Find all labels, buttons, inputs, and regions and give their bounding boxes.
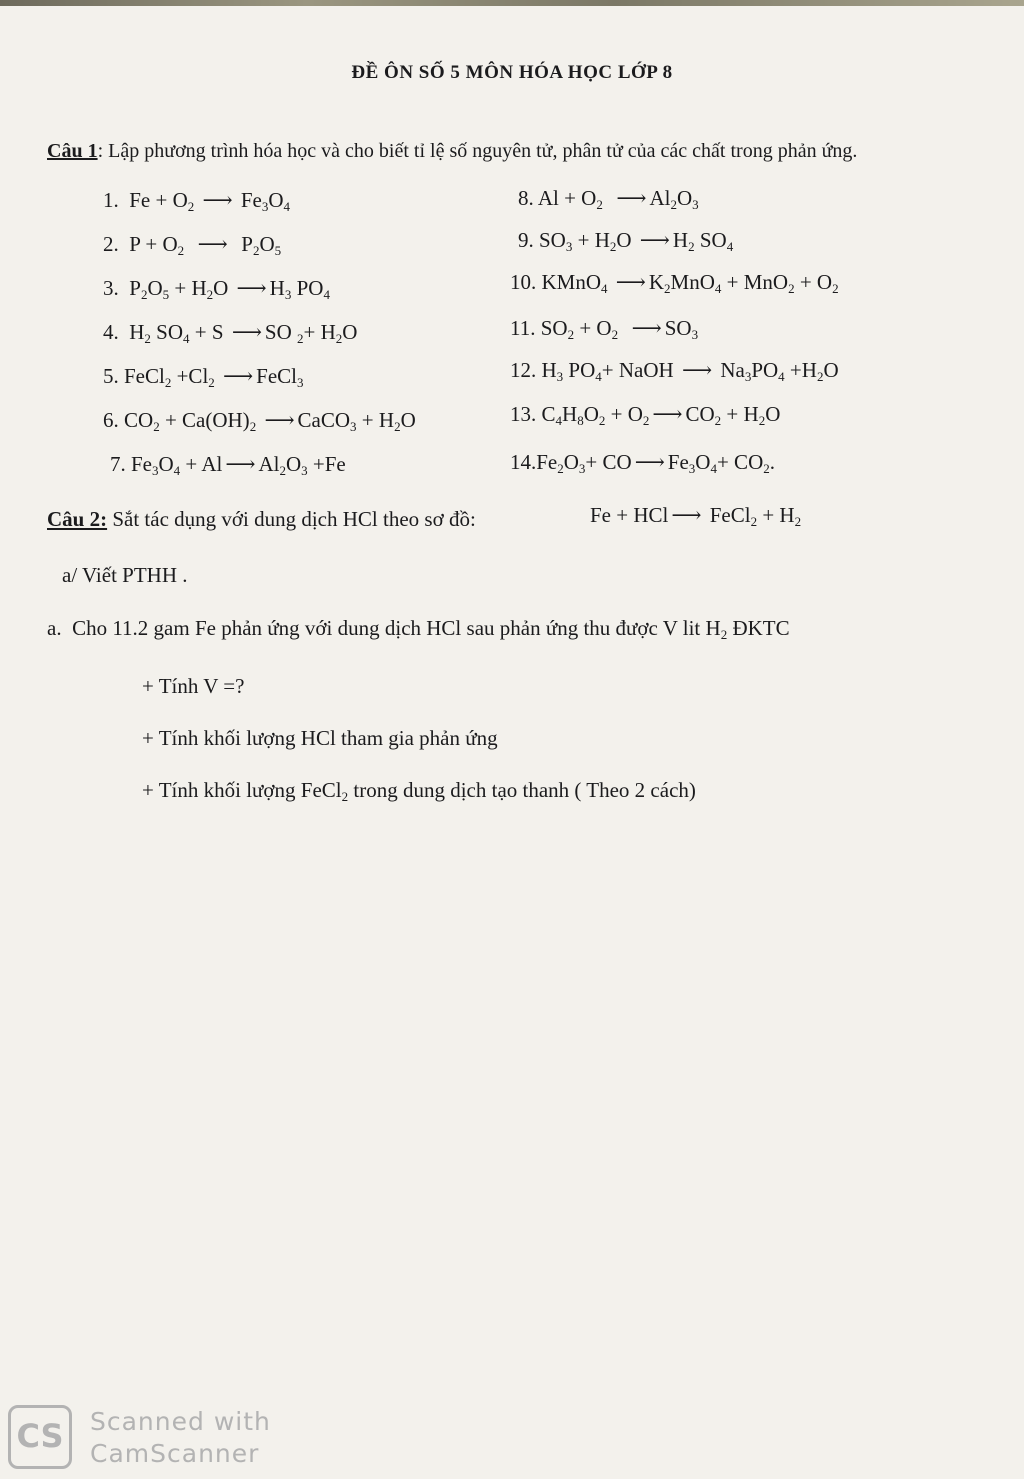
question-2-label: Câu 2: <box>47 507 108 531</box>
part-a-text-2: ĐKTC <box>727 616 790 640</box>
equation-11: 11. $SO_2 + O_2$ ⟶ $SO_3$ <box>510 316 699 342</box>
equation-13: 13. $C_4H_8O_2 + O_2$ ⟶ $CO_2 + H_2O$ <box>510 402 781 428</box>
part-a-prefix: a. <box>47 616 62 640</box>
watermark-line-2: CamScanner <box>90 1439 260 1468</box>
question-2-heading <box>47 507 476 532</box>
task-mass-fecl2-sub: 2 <box>341 789 349 804</box>
equation-5: 5. FeCl$_2$ $+Cl_2$ ⟶ FeCl$_3$ <box>103 364 304 390</box>
part-a-text-sub: 2 <box>720 627 728 642</box>
question-1-label: Câu 1 <box>47 140 98 162</box>
equation-9: 9. $SO_3 + H_2O$ ⟶ $H_2$ $SO_4$ <box>518 228 734 254</box>
task-mass-fecl2-text-2: trong dung dịch tạo thanh ( Theo 2 cách) <box>348 778 696 802</box>
camscanner-logo: CS <box>8 1405 72 1469</box>
task-compute-v: + Tính V =? <box>142 674 245 698</box>
part-a-text-1: Cho 11.2 gam Fe phản ứng với dung dịch HCl sau phản ứng thu được V lit H <box>72 616 721 640</box>
equation-4: 4. $H_2$ $SO_4 + S$ ⟶ SO $_2+ H_2O$ <box>103 320 358 346</box>
equation-3: 3. $P_2O_5 + H_2O$ ⟶ $H_3$ $PO_4$ <box>103 276 330 302</box>
equation-1: 1. $Fe + O_2$ ⟶ $Fe_3O_4$ <box>103 188 291 214</box>
task-mass-fecl2 <box>142 778 696 803</box>
camscanner-watermark <box>90 1406 271 1470</box>
question-2-part-a <box>47 616 790 641</box>
task-mass-fecl2-text-1: + Tính khối lượng FeCl <box>142 778 342 802</box>
equation-8: 8. $Al + O_2$ ⟶ $Al_2O_3$ <box>518 186 699 212</box>
equation-2: 2. $P + O_2$ ⟶ $P_2O_5$ <box>103 232 282 258</box>
question-2-text: Sắt tác dụng với dung dịch HCl theo sơ đồ: <box>107 507 476 531</box>
watermark-line-1: Scanned with <box>90 1407 271 1436</box>
question-1-heading <box>47 140 857 163</box>
question-1-text: : Lập phương trình hóa học và cho biết tỉ lệ số nguyên tử, phân tử của các chất trong phản ứng. <box>97 140 858 162</box>
equation-10: 10. KMnO$_4$ ⟶ $K_2MnO_4 + MnO_2 + O_2$ <box>510 270 839 296</box>
equation-14: $14.Fe_2O_3+$ CO ⟶ $Fe_3O_4+ CO_2$. <box>510 450 775 476</box>
equation-12: 12. $H_3$ $PO_4+$ NaOH ⟶ $Na_3PO_4 +H_2O$ <box>510 358 839 384</box>
page-title: ĐỀ ÔN SỐ 5 MÔN HÓA HỌC LỚP 8 <box>351 62 673 83</box>
page-top-edge <box>0 0 1024 6</box>
question-2-part-a-write: a/ Viết PTHH . <box>62 563 188 587</box>
task-mass-hcl: + Tính khối lượng HCl tham gia phản ứng <box>142 726 498 750</box>
equation-6: 6. $CO_2 + Ca(OH)_2$ ⟶ CaCO$_3$ + $H_2O$ <box>103 408 416 434</box>
equation-7: 7. $Fe_3O_4 + Al$ ⟶ $Al_2O_3 +Fe$ <box>110 452 346 478</box>
question-2-scheme: Fe + HCl ⟶ FeCl$_2$ + $H_2$ <box>590 503 802 529</box>
